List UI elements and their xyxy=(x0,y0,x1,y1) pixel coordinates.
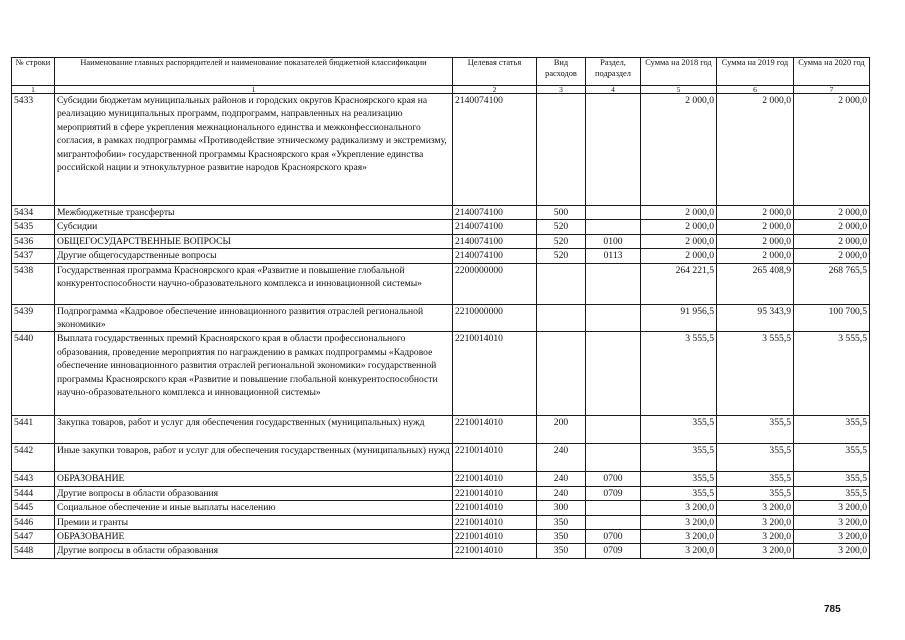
sum-2019-cell: 2 000,0 xyxy=(717,206,794,220)
row-name-cell: Другие вопросы в области образования xyxy=(55,544,453,558)
section-cell xyxy=(586,416,641,444)
target-article-cell: 2140074100 xyxy=(453,249,537,263)
header-sum-2018: Сумма на 2018 год xyxy=(641,58,717,86)
sum-2020-cell: 2 000,0 xyxy=(794,249,870,263)
sum-2019-cell: 3 555,5 xyxy=(717,332,794,416)
row-name-cell: Социальное обеспечение и иные выплаты населению xyxy=(55,501,453,515)
target-article-cell: 2210014010 xyxy=(453,472,537,486)
expense-type-cell xyxy=(537,94,586,206)
expense-type-cell: 240 xyxy=(537,444,586,472)
row-number-cell: 5436 xyxy=(12,234,55,248)
sum-2018-cell: 2 000,0 xyxy=(641,220,717,234)
table-row xyxy=(12,234,870,248)
row-name-cell: Премии и гранты xyxy=(55,515,453,529)
expense-type-cell xyxy=(537,304,586,332)
table-row xyxy=(12,249,870,263)
sum-2019-cell: 2 000,0 xyxy=(717,94,794,206)
sum-2020-cell: 100 700,5 xyxy=(794,304,870,332)
row-number-cell: 5441 xyxy=(12,416,55,444)
sum-2020-cell: 2 000,0 xyxy=(794,220,870,234)
expense-type-cell: 350 xyxy=(537,530,586,544)
sum-2020-cell: 355,5 xyxy=(794,416,870,444)
header-target-article: Целевая статья xyxy=(453,58,537,86)
table-row xyxy=(12,472,870,486)
sum-2020-cell: 3 200,0 xyxy=(794,530,870,544)
table-row xyxy=(12,263,870,304)
section-cell xyxy=(586,515,641,529)
header-row-number: № строки xyxy=(12,58,55,86)
target-article-cell: 2210014010 xyxy=(453,332,537,416)
sum-2018-cell: 355,5 xyxy=(641,486,717,500)
column-number: 1 xyxy=(12,86,55,94)
column-number: 6 xyxy=(717,86,794,94)
target-article-cell: 2210014010 xyxy=(453,501,537,515)
column-number: 1 xyxy=(55,86,453,94)
target-article-cell: 2210014010 xyxy=(453,444,537,472)
section-cell xyxy=(586,94,641,206)
header-sum-2019: Сумма на 2019 год xyxy=(717,58,794,86)
target-article-cell: 2140074100 xyxy=(453,220,537,234)
header-expense-type: Вид расходов xyxy=(537,58,586,86)
table-body xyxy=(12,94,870,559)
sum-2019-cell: 265 408,9 xyxy=(717,263,794,304)
row-number-cell: 5437 xyxy=(12,249,55,263)
row-name-cell: Иные закупки товаров, работ и услуг для обеспечения государственных (муниципальных) нужд xyxy=(55,444,453,472)
row-number-cell: 5445 xyxy=(12,501,55,515)
target-article-cell: 2210000000 xyxy=(453,304,537,332)
section-cell xyxy=(586,220,641,234)
table-row xyxy=(12,501,870,515)
table-row xyxy=(12,304,870,332)
sum-2020-cell: 3 200,0 xyxy=(794,544,870,558)
target-article-cell: 2210014010 xyxy=(453,486,537,500)
table-row xyxy=(12,94,870,206)
expense-type-cell: 350 xyxy=(537,544,586,558)
sum-2019-cell: 355,5 xyxy=(717,486,794,500)
sum-2018-cell: 3 555,5 xyxy=(641,332,717,416)
table-row xyxy=(12,544,870,558)
target-article-cell: 2140074100 xyxy=(453,94,537,206)
sum-2018-cell: 2 000,0 xyxy=(641,94,717,206)
target-article-cell: 2210014010 xyxy=(453,544,537,558)
row-name-cell: Закупка товаров, работ и услуг для обеспечения государственных (муниципальных) нужд xyxy=(55,416,453,444)
sum-2018-cell: 264 221,5 xyxy=(641,263,717,304)
header-section: Раздел, подраздел xyxy=(586,58,641,86)
row-name-cell: Межбюджетные трансферты xyxy=(55,206,453,220)
column-number: 3 xyxy=(537,86,586,94)
section-cell: 0700 xyxy=(586,472,641,486)
sum-2020-cell: 355,5 xyxy=(794,486,870,500)
sum-2018-cell: 355,5 xyxy=(641,416,717,444)
table-row xyxy=(12,206,870,220)
column-number: 5 xyxy=(641,86,717,94)
row-number-cell: 5444 xyxy=(12,486,55,500)
row-number-cell: 5435 xyxy=(12,220,55,234)
row-name-cell: Субсидии бюджетам муниципальных районов и городских округов Красноярского края на реализацию муниципальных программ, подпрограмм, направленных на реализацию мероприятий в сфере укрепления межнационального единства и межконфессионального согласия, в рамках подпрограммы «Противодействие этническому радикализму и экстремизму, мигрантофобии» государственной программы Красноярского края «Укрепление единства российской нации и этнокультурное развитие народов Красноярского края» xyxy=(55,94,453,206)
sum-2018-cell: 355,5 xyxy=(641,444,717,472)
row-number-cell: 5447 xyxy=(12,530,55,544)
page-number: 785 xyxy=(824,604,841,615)
sum-2018-cell: 355,5 xyxy=(641,472,717,486)
expense-type-cell: 200 xyxy=(537,416,586,444)
row-number-cell: 5443 xyxy=(12,472,55,486)
target-article-cell: 2140074100 xyxy=(453,206,537,220)
sum-2020-cell: 3 200,0 xyxy=(794,501,870,515)
row-number-cell: 5438 xyxy=(12,263,55,304)
section-cell: 0100 xyxy=(586,234,641,248)
row-number-cell: 5446 xyxy=(12,515,55,529)
row-name-cell: ОБРАЗОВАНИЕ xyxy=(55,530,453,544)
header-row xyxy=(12,58,870,86)
target-article-cell: 2200000000 xyxy=(453,263,537,304)
sum-2018-cell: 3 200,0 xyxy=(641,544,717,558)
section-cell: 0700 xyxy=(586,530,641,544)
sum-2020-cell: 3 200,0 xyxy=(794,515,870,529)
table-row xyxy=(12,444,870,472)
column-number: 2 xyxy=(453,86,537,94)
table-row xyxy=(12,416,870,444)
sum-2020-cell: 2 000,0 xyxy=(794,206,870,220)
sum-2019-cell: 355,5 xyxy=(717,444,794,472)
expense-type-cell: 520 xyxy=(537,249,586,263)
row-number-cell: 5448 xyxy=(12,544,55,558)
row-number-cell: 5442 xyxy=(12,444,55,472)
row-name-cell: ОБЩЕГОСУДАРСТВЕННЫЕ ВОПРОСЫ xyxy=(55,234,453,248)
sum-2018-cell: 3 200,0 xyxy=(641,530,717,544)
sum-2019-cell: 3 200,0 xyxy=(717,544,794,558)
row-name-cell: ОБРАЗОВАНИЕ xyxy=(55,472,453,486)
sum-2020-cell: 355,5 xyxy=(794,472,870,486)
sum-2019-cell: 355,5 xyxy=(717,472,794,486)
section-cell: 0709 xyxy=(586,544,641,558)
row-name-cell: Другие общегосударственные вопросы xyxy=(55,249,453,263)
section-cell: 0113 xyxy=(586,249,641,263)
row-name-cell: Выплата государственных премий Красноярского края в области профессионального образования, проведение мероприятия по награждению в рамках подпрограммы «Кадровое обеспечение инновационного развития отраслей региональной экономики» государственной программы Красноярского края «Развитие и повышение глобальной конкурентоспособности научно-образовательного комплекса и инновационной системы» xyxy=(55,332,453,416)
sum-2019-cell: 355,5 xyxy=(717,416,794,444)
sum-2019-cell: 3 200,0 xyxy=(717,515,794,529)
table-row xyxy=(12,515,870,529)
sum-2018-cell: 91 956,5 xyxy=(641,304,717,332)
section-cell xyxy=(586,501,641,515)
sum-2018-cell: 2 000,0 xyxy=(641,234,717,248)
section-cell xyxy=(586,263,641,304)
sum-2020-cell: 3 555,5 xyxy=(794,332,870,416)
column-number-row xyxy=(12,86,870,94)
expense-type-cell: 350 xyxy=(537,515,586,529)
sum-2020-cell: 268 765,5 xyxy=(794,263,870,304)
target-article-cell: 2140074100 xyxy=(453,234,537,248)
target-article-cell: 2210014010 xyxy=(453,515,537,529)
section-cell xyxy=(586,304,641,332)
sum-2020-cell: 355,5 xyxy=(794,444,870,472)
header-name: Наименование главных распорядителей и наименование показателей бюджетной классификации xyxy=(55,58,453,86)
sum-2018-cell: 2 000,0 xyxy=(641,249,717,263)
expense-type-cell: 240 xyxy=(537,486,586,500)
sum-2019-cell: 2 000,0 xyxy=(717,234,794,248)
column-number: 7 xyxy=(794,86,870,94)
expense-type-cell xyxy=(537,263,586,304)
expense-type-cell xyxy=(537,332,586,416)
sum-2020-cell: 2 000,0 xyxy=(794,234,870,248)
budget-table xyxy=(11,57,870,559)
sum-2019-cell: 3 200,0 xyxy=(717,501,794,515)
table-row xyxy=(12,486,870,500)
sum-2018-cell: 2 000,0 xyxy=(641,206,717,220)
table-row xyxy=(12,332,870,416)
expense-type-cell: 520 xyxy=(537,234,586,248)
row-number-cell: 5440 xyxy=(12,332,55,416)
table-row xyxy=(12,220,870,234)
table-row xyxy=(12,530,870,544)
expense-type-cell: 520 xyxy=(537,220,586,234)
section-cell: 0709 xyxy=(586,486,641,500)
column-number: 4 xyxy=(586,86,641,94)
section-cell xyxy=(586,206,641,220)
row-name-cell: Другие вопросы в области образования xyxy=(55,486,453,500)
sum-2019-cell: 2 000,0 xyxy=(717,220,794,234)
target-article-cell: 2210014010 xyxy=(453,416,537,444)
sum-2018-cell: 3 200,0 xyxy=(641,515,717,529)
expense-type-cell: 300 xyxy=(537,501,586,515)
row-name-cell: Государственная программа Красноярского края «Развитие и повышение глобальной конкурентоспособности научно-образовательного комплекса и инновационной системы» xyxy=(55,263,453,304)
row-name-cell: Подпрограмма «Кадровое обеспечение инновационного развития отраслей региональной экономики» xyxy=(55,304,453,332)
row-number-cell: 5439 xyxy=(12,304,55,332)
expense-type-cell: 500 xyxy=(537,206,586,220)
row-name-cell: Субсидии xyxy=(55,220,453,234)
section-cell xyxy=(586,332,641,416)
sum-2019-cell: 95 343,9 xyxy=(717,304,794,332)
target-article-cell: 2210014010 xyxy=(453,530,537,544)
sum-2019-cell: 2 000,0 xyxy=(717,249,794,263)
section-cell xyxy=(586,444,641,472)
row-number-cell: 5433 xyxy=(12,94,55,206)
header-sum-2020: Сумма на 2020 год xyxy=(794,58,870,86)
sum-2018-cell: 3 200,0 xyxy=(641,501,717,515)
expense-type-cell: 240 xyxy=(537,472,586,486)
sum-2019-cell: 3 200,0 xyxy=(717,530,794,544)
sum-2020-cell: 2 000,0 xyxy=(794,94,870,206)
row-number-cell: 5434 xyxy=(12,206,55,220)
